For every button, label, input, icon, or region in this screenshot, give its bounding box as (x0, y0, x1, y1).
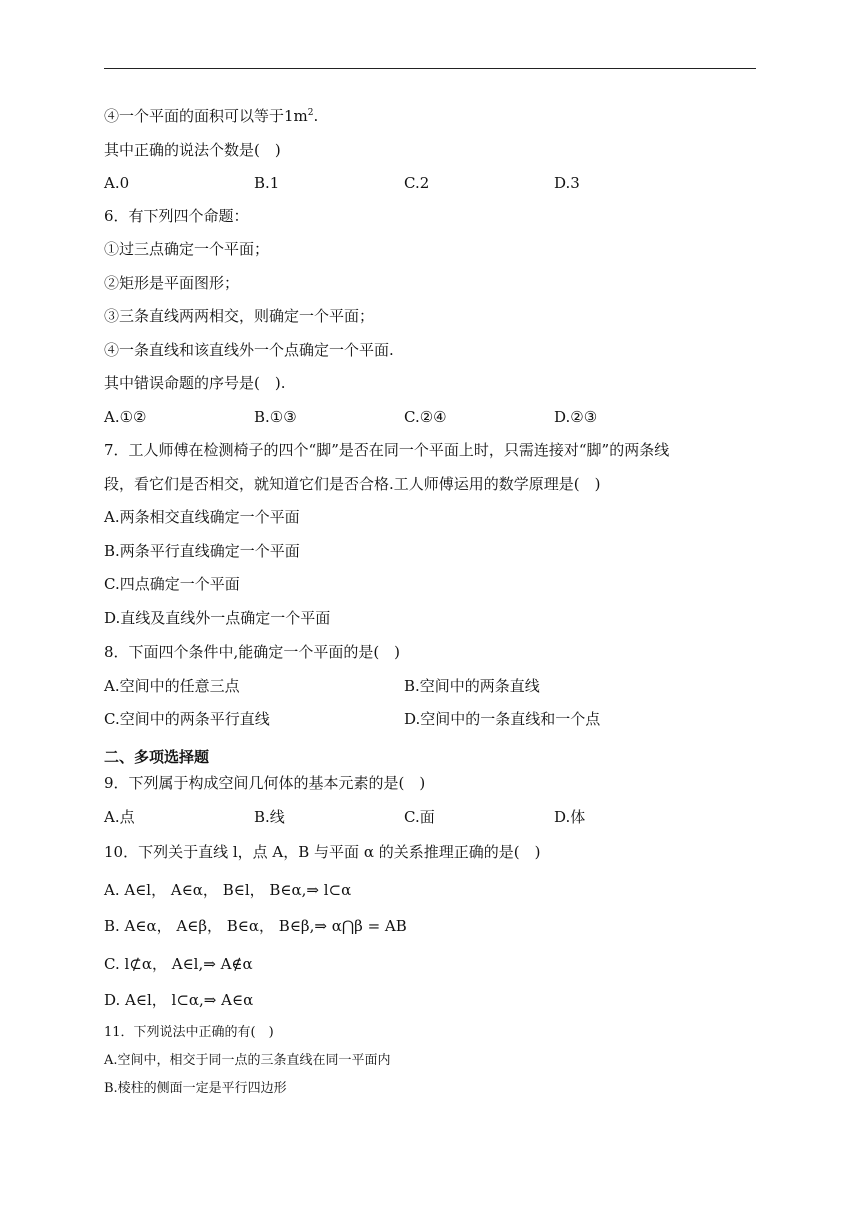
q5-option-d: D.3 (554, 174, 580, 192)
q10-stem: 10．下列关于直线 l，点 A，B 与平面 α 的关系推理正确的是( ) (104, 843, 541, 861)
q7-option-c: C.四点确定一个平面 (104, 575, 240, 593)
q6-option-c: C.②④ (404, 408, 447, 426)
q6-item-4: ④一条直线和该直线外一个点确定一个平面. (104, 341, 394, 359)
q6-option-a: A.①② (104, 408, 147, 426)
q6-stem: 6．有下列四个命题： (104, 207, 249, 225)
q9-option-b: B.线 (254, 808, 285, 826)
q6-item-1: ①过三点确定一个平面； (104, 240, 270, 258)
q7-option-a: A.两条相交直线确定一个平面 (104, 508, 300, 526)
q10-option-b: B. A∈α， A∈β， B∈α， B∈β,⇒ α⋂β = AB (104, 917, 407, 935)
q6-ask: 其中错误命题的序号是( ). (104, 374, 286, 392)
q11-option-b: B.棱柱的侧面一定是平行四边形 (104, 1081, 287, 1096)
q10-option-a: A. A∈l， A∈α， B∈l， B∈α,⇒ l⊂α (104, 881, 352, 899)
q8-option-c: C.空间中的两条平行直线 (104, 710, 270, 728)
q9-option-a: A.点 (104, 808, 135, 826)
q11-option-a: A.空间中，相交于同一点的三条直线在同一平面内 (104, 1053, 391, 1068)
header-rule (104, 68, 756, 69)
q10-option-c: C. l⊄α， A∈l,⇒ A∉α (104, 955, 253, 973)
q7-stem-line1: 7．工人师傅在检测椅子的四个“脚”是否在同一个平面上时，只需连接对“脚”的两条线 (104, 441, 670, 459)
q10-option-d: D. A∈l， l⊂α,⇒ A∈α (104, 991, 254, 1009)
q5-item-4: ④一个平面的面积可以等于$1m^2$. (104, 107, 319, 125)
q7-option-b: B.两条平行直线确定一个平面 (104, 542, 300, 560)
q7-option-d: D.直线及直线外一点确定一个平面 (104, 609, 331, 627)
q5-option-c: C.2 (404, 174, 430, 192)
q11-stem: 11．下列说法中正确的有( ) (104, 1025, 274, 1040)
q8-stem: 8．下面四个条件中,能确定一个平面的是( ) (104, 643, 401, 661)
q5-option-b: B.1 (254, 174, 280, 192)
section-heading-multiple-choice: 二、多项选择题 (104, 748, 210, 766)
q7-stem-line2: 段，看它们是否相交，就知道它们是否合格.工人师傅运用的数学原理是( ) (104, 475, 601, 493)
q8-option-b: B.空间中的两条直线 (404, 677, 540, 695)
q6-option-d: D.②③ (554, 408, 598, 426)
q9-option-c: C.面 (404, 808, 435, 826)
q9-stem: 9．下列属于构成空间几何体的基本元素的是( ) (104, 774, 426, 792)
q6-option-b: B.①③ (254, 408, 297, 426)
q9-option-d: D.体 (554, 808, 586, 826)
q8-option-d: D.空间中的一条直线和一个点 (404, 710, 601, 728)
q8-option-a: A.空间中的任意三点 (104, 677, 240, 695)
q6-item-2: ②矩形是平面图形； (104, 274, 240, 292)
q5-stem: 其中正确的说法个数是( ) (104, 141, 281, 159)
q5-option-a: A.0 (104, 174, 130, 192)
q6-item-3: ③三条直线两两相交，则确定一个平面； (104, 307, 375, 325)
